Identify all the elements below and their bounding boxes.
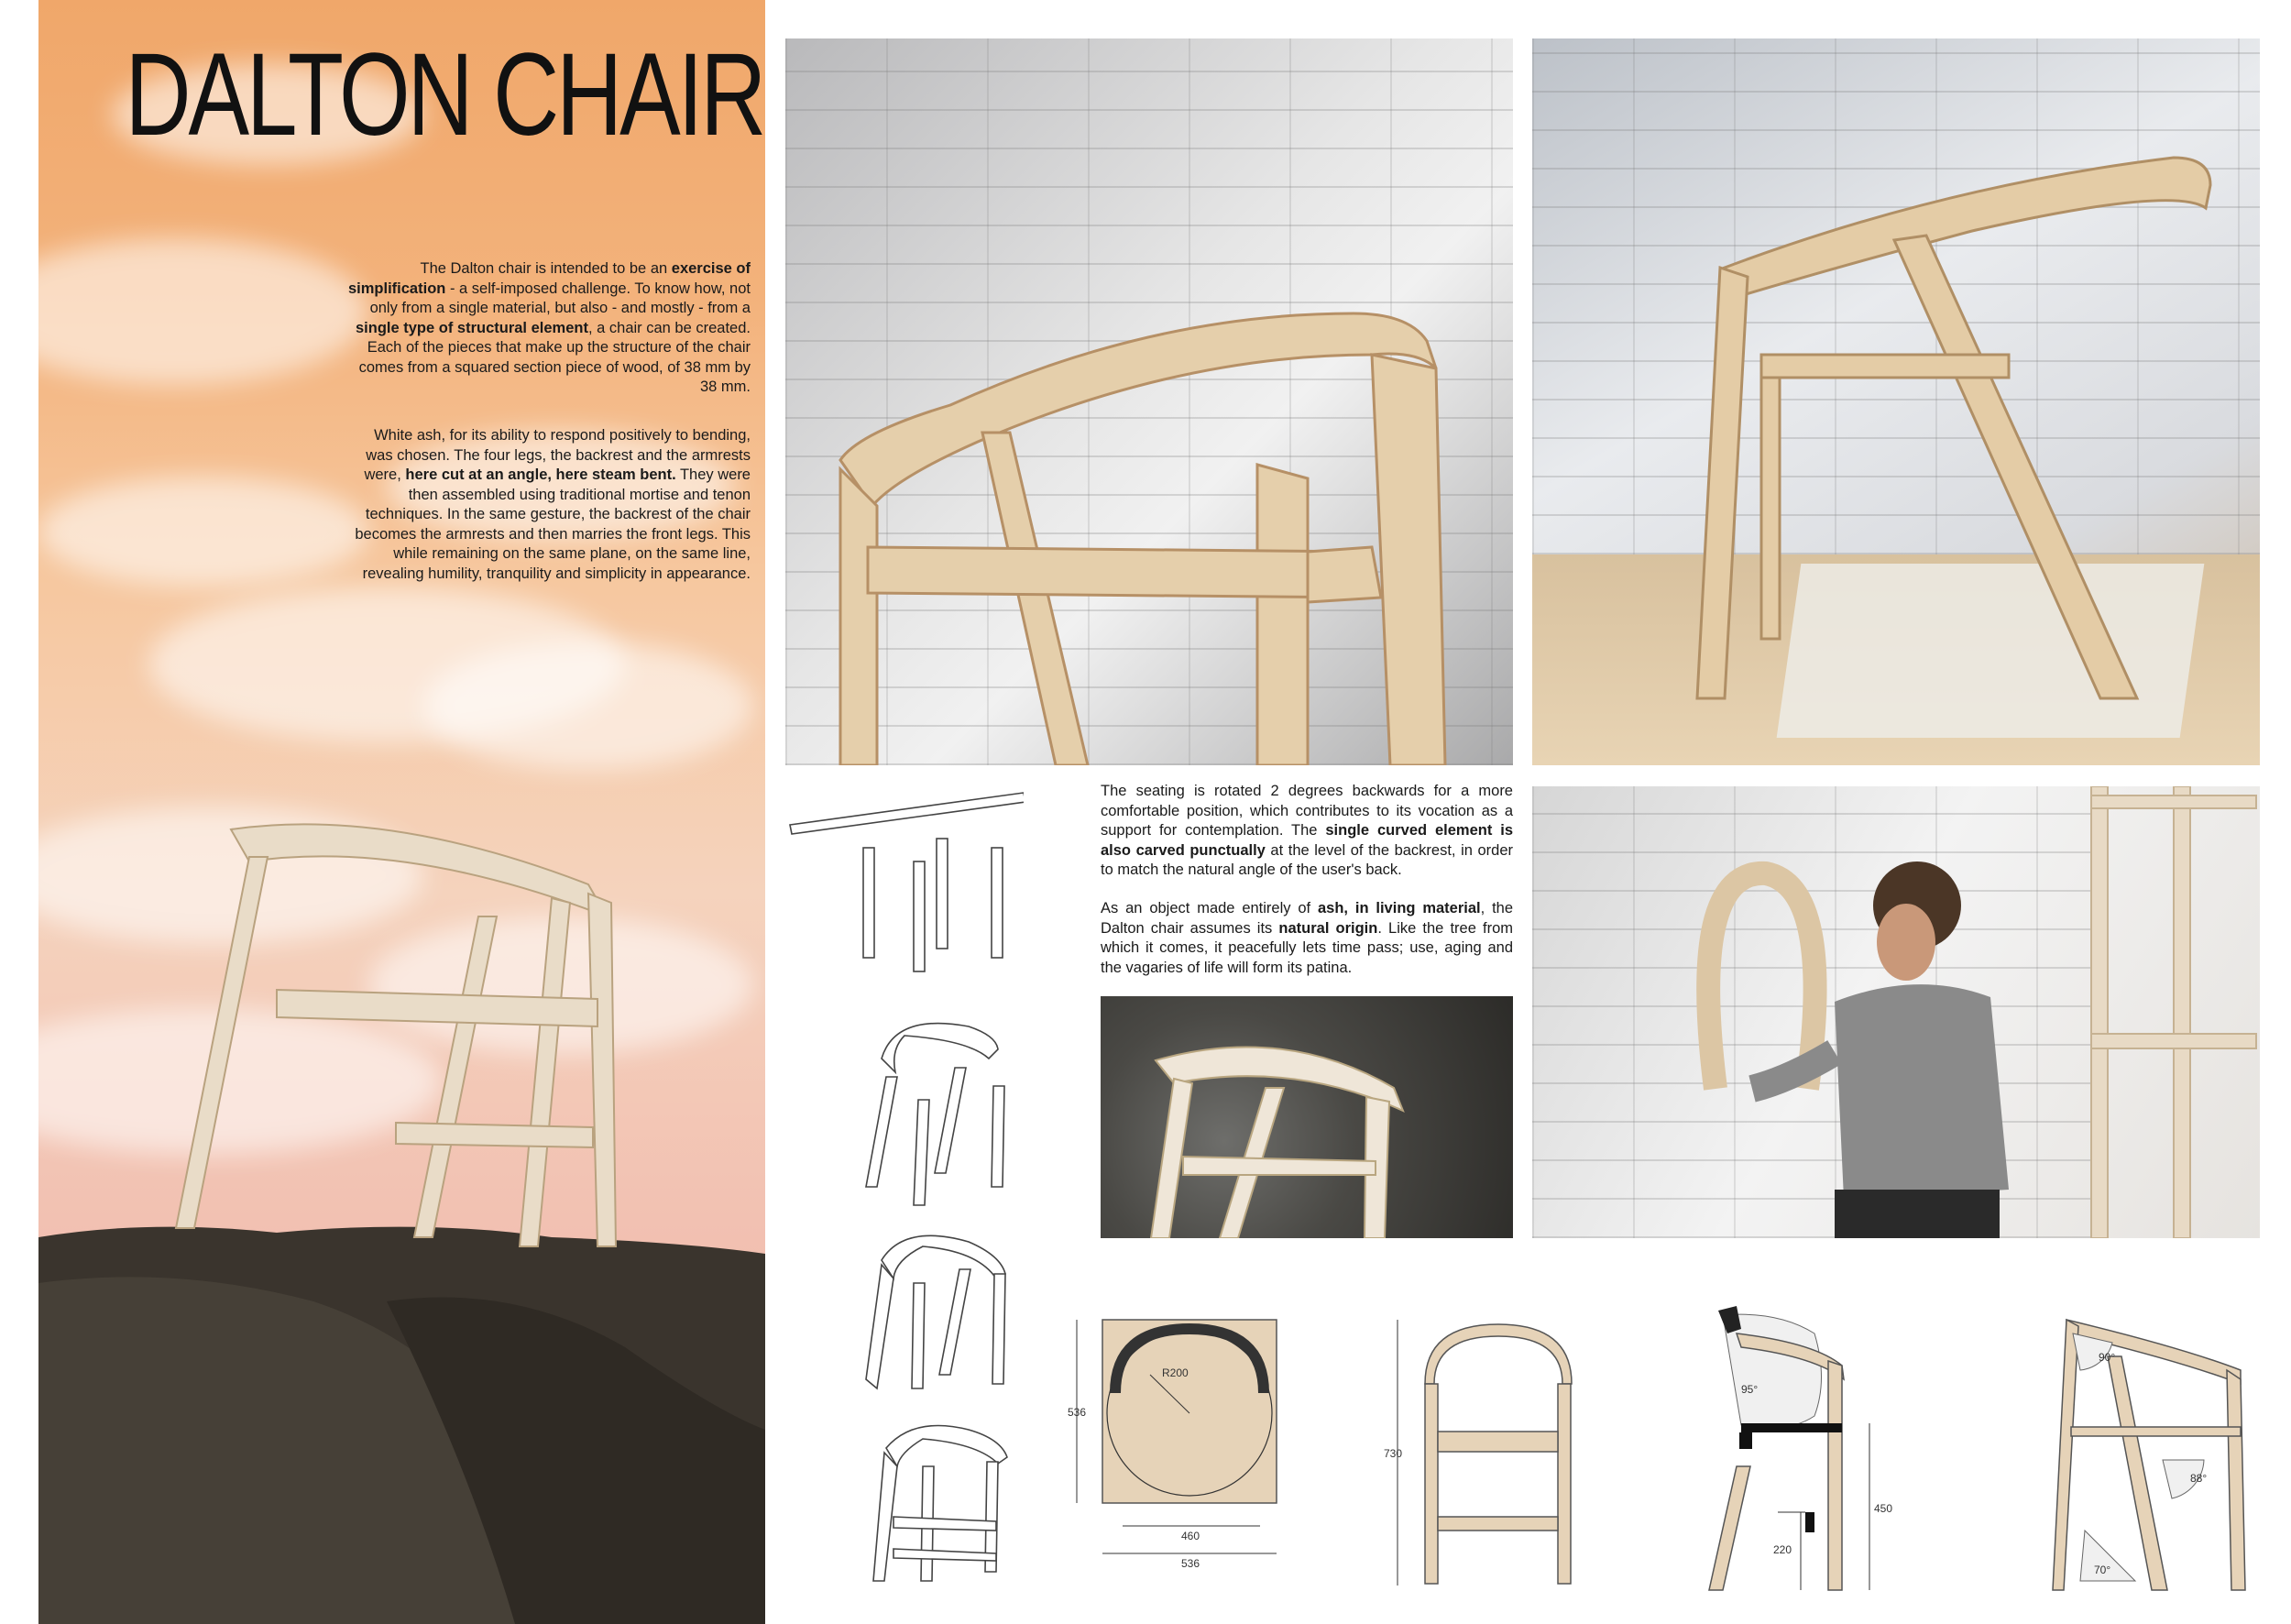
intro-text: - a self-imposed challenge. To know how, not only from a single material, but also - and mostly - from a xyxy=(369,280,751,316)
inner-width-label: 460 xyxy=(1181,1530,1200,1542)
middle-text: The seating is rotated 2 degrees backwards for a more comfortable position, which contributes to its vocation as a support for contemplation. The xyxy=(1101,783,1513,839)
top-view-drawing xyxy=(1068,1311,1315,1576)
middle-text: at the level of the backrest, in order to match the natural angle of the user's back. xyxy=(1101,841,1513,878)
middle-highlight: ash, in living material xyxy=(1318,900,1481,916)
intro-paragraph-1 xyxy=(347,259,751,398)
intro-paragraph-2 xyxy=(347,426,751,584)
intro-highlight: single type of structural element xyxy=(355,319,588,336)
intro-highlight: here cut at an angle, here steam bent. xyxy=(405,466,676,483)
depth-label: 536 xyxy=(1068,1406,1087,1419)
width-label: 536 xyxy=(1181,1557,1200,1570)
middle-text: , the Dalton chair assumes its xyxy=(1101,900,1514,937)
intro-text: The Dalton chair is intended to be an xyxy=(420,260,672,277)
side-view-seat-height-drawing xyxy=(1686,1306,1906,1599)
hero-chair-on-rock xyxy=(38,0,765,1624)
front-view-drawing xyxy=(1384,1311,1640,1595)
photo-chair-front-closeup xyxy=(785,38,1513,765)
intro-text: , a chair can be created. Each of the pieces that make up the structure of the chair comes from a squared section piece of wood, of 38 mm by 38 mm. xyxy=(358,319,751,395)
rail-height-label: 220 xyxy=(1773,1543,1792,1556)
seat-height-label: 450 xyxy=(1874,1502,1893,1515)
hero-image-panel xyxy=(38,0,765,1624)
side-view-angles-drawing xyxy=(2044,1306,2264,1599)
assembly-sequence-drawing xyxy=(785,784,1024,1590)
middle-highlight: natural origin xyxy=(1278,919,1378,937)
height-label: 730 xyxy=(1384,1447,1403,1460)
middle-text: . Like the tree from which it comes, it peacefully lets time pass; use, aging and the vagaries of life will form its patina. xyxy=(1101,919,1514,976)
photo-steam-bent-element xyxy=(1532,786,2260,1238)
photo-chair-on-rock xyxy=(1101,996,1513,1238)
middle-highlight: single curved element is also carved punctually xyxy=(1101,822,1513,859)
page-title: DALTON CHAIR xyxy=(125,29,763,160)
seating-paragraph xyxy=(1101,782,1513,881)
angle-top-label: 90° xyxy=(2099,1351,2116,1364)
intro-text: White ash, for its ability to respond positively to bending, was chosen. The four legs, the backrest and the armrests were, xyxy=(364,427,751,483)
material-paragraph xyxy=(1101,899,1513,978)
backrest-angle-label: 95° xyxy=(1741,1383,1759,1396)
middle-text: As an object made entirely of xyxy=(1101,900,1318,916)
photo-chair-side-view xyxy=(1532,38,2260,765)
intro-text: They were then assembled using traditional mortise and tenon techniques. In the same gesture, the backrest of the chair becomes the armrests and then marries the front legs. This while remaining on the same plane, on the same line, revealing humility, tranquility and simplicity in appearance. xyxy=(355,466,751,582)
radius-label: R200 xyxy=(1162,1366,1189,1379)
angle-mid-label: 88° xyxy=(2190,1472,2208,1485)
intro-highlight: exercise of simplification xyxy=(348,260,751,297)
angle-bottom-label: 70° xyxy=(2094,1564,2111,1576)
